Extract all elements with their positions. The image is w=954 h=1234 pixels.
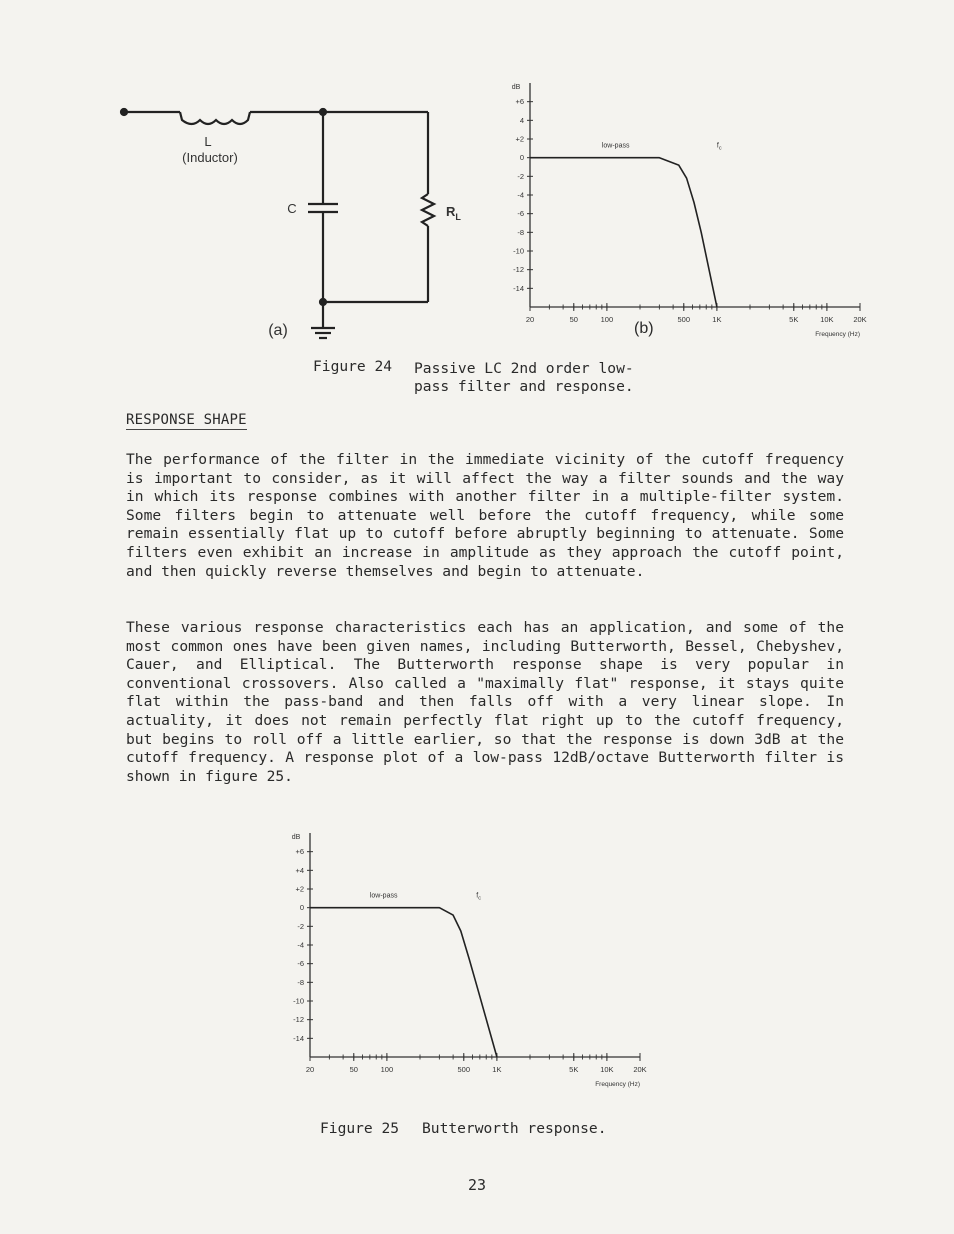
chart-annotation: low-pass <box>369 892 398 900</box>
x-axis-label: Frequency (Hz) <box>595 1081 640 1088</box>
y-tick-label: -10 <box>293 996 304 1006</box>
y-tick-label: -12 <box>293 1015 304 1025</box>
figure24-text-line1: Passive LC 2nd order low- <box>414 360 634 377</box>
y-tick-label: -4 <box>517 190 524 200</box>
resistor-symbol <box>422 194 434 226</box>
x-tick-label: 20 <box>525 315 535 324</box>
x-tick-label: 1K <box>492 1065 502 1074</box>
panel-label-b: (b) <box>634 320 654 337</box>
chart-annotation: $f_c$ <box>476 892 482 902</box>
response-curve <box>530 158 717 307</box>
x-tick-label: 100 <box>380 1065 394 1074</box>
inductor-caption: (Inductor) <box>182 150 238 165</box>
x-axis-label: Frequency (Hz) <box>815 331 860 338</box>
paragraph-2: These various response characteristics each has an application, and some of the most common ones have been given names, including Butterworth, Bessel, Chebyshev, Cauer, and Elliptical. The Butterworth response shape is very popular in conventional crossovers. Also called a "maximally flat" response, it stays quite flat within the pass-band and then falls off with a very linear slope. In actuality, it does not remain perfectly flat right up to the cutoff frequency, but begins to roll off a little earlier, so that the response is down 3dB at the cutoff frequency. A response plot of a low-pass 12dB/octave Butterworth filter is shown in figure 25. <box>126 619 844 785</box>
y-tick-label: -8 <box>297 977 304 987</box>
y-tick-label: +4 <box>295 865 304 875</box>
y-tick-label: -8 <box>517 227 524 237</box>
y-tick-label: -6 <box>517 209 524 219</box>
figure25-text: Butterworth response. <box>422 1120 607 1137</box>
response-curve <box>310 908 497 1057</box>
y-tick-label: +6 <box>515 97 524 107</box>
ground-symbol <box>311 328 335 338</box>
x-tick-label: 20 <box>305 1065 315 1074</box>
chart-fig25 <box>280 825 660 1095</box>
chart-annotation: $f_c$ <box>716 142 722 152</box>
x-tick-label: 500 <box>677 315 691 324</box>
inductor-symbol <box>180 112 250 124</box>
y-tick-label: +2 <box>295 884 304 894</box>
y-axis-label: dB <box>291 834 301 841</box>
resistor-label: $R_L$ <box>446 204 461 222</box>
figure24-label: Figure 24 <box>313 358 393 375</box>
chart-annotation: low-pass <box>601 142 630 150</box>
x-tick-label: 50 <box>569 315 578 324</box>
page-number: 23 <box>468 1176 487 1194</box>
capacitor-label: C <box>287 201 297 216</box>
inductor-label: L <box>204 134 212 149</box>
y-axis-label: dB <box>511 84 521 91</box>
y-tick-label: 0 <box>519 153 524 163</box>
x-tick-label: 20K <box>853 315 867 324</box>
y-tick-label: -14 <box>293 1033 304 1043</box>
x-tick-label: 20K <box>633 1065 647 1074</box>
x-tick-label: 5K <box>789 315 799 324</box>
y-tick-label: +2 <box>515 134 524 144</box>
y-tick-label: -2 <box>517 171 524 181</box>
x-tick-label: 50 <box>349 1065 358 1074</box>
y-tick-label: -4 <box>297 940 304 950</box>
paragraph-1: The performance of the filter in the immediate vicinity of the cutoff frequency is important to consider, as it will affect the way a filter sounds and the way in which its response combines with another filter in a multiple-filter system. Some filters begin to attenuate well before the cutoff frequency, while some remain essentially flat up to cutoff before abruptly beginning to attenuate. Some filters even exhibit an increase in amplitude as they approach the cutoff point, and then quickly reverse themselves and begin to attenuate. <box>126 451 844 580</box>
panel-label-a: (a) <box>268 322 288 339</box>
section-heading: RESPONSE SHAPE <box>126 412 247 428</box>
y-tick-label: +6 <box>295 847 304 857</box>
y-tick-label: 4 <box>519 115 524 125</box>
figure24-text-line2: pass filter and response. <box>414 378 634 395</box>
y-tick-label: -2 <box>297 921 304 931</box>
y-tick-label: -10 <box>513 246 524 256</box>
x-tick-label: 10K <box>600 1065 614 1074</box>
x-tick-label: 5K <box>569 1065 579 1074</box>
circuit-schematic <box>110 90 490 350</box>
y-tick-label: -12 <box>513 265 524 275</box>
x-tick-label: 10K <box>820 315 834 324</box>
figure25-label: Figure 25 <box>320 1120 400 1137</box>
x-tick-label: 500 <box>457 1065 471 1074</box>
y-tick-label: -6 <box>297 959 304 969</box>
y-tick-label: 0 <box>299 903 304 913</box>
chart-fig24b <box>500 75 880 345</box>
y-tick-label: -14 <box>513 283 524 293</box>
x-tick-label: 1K <box>712 315 722 324</box>
x-tick-label: 100 <box>600 315 614 324</box>
